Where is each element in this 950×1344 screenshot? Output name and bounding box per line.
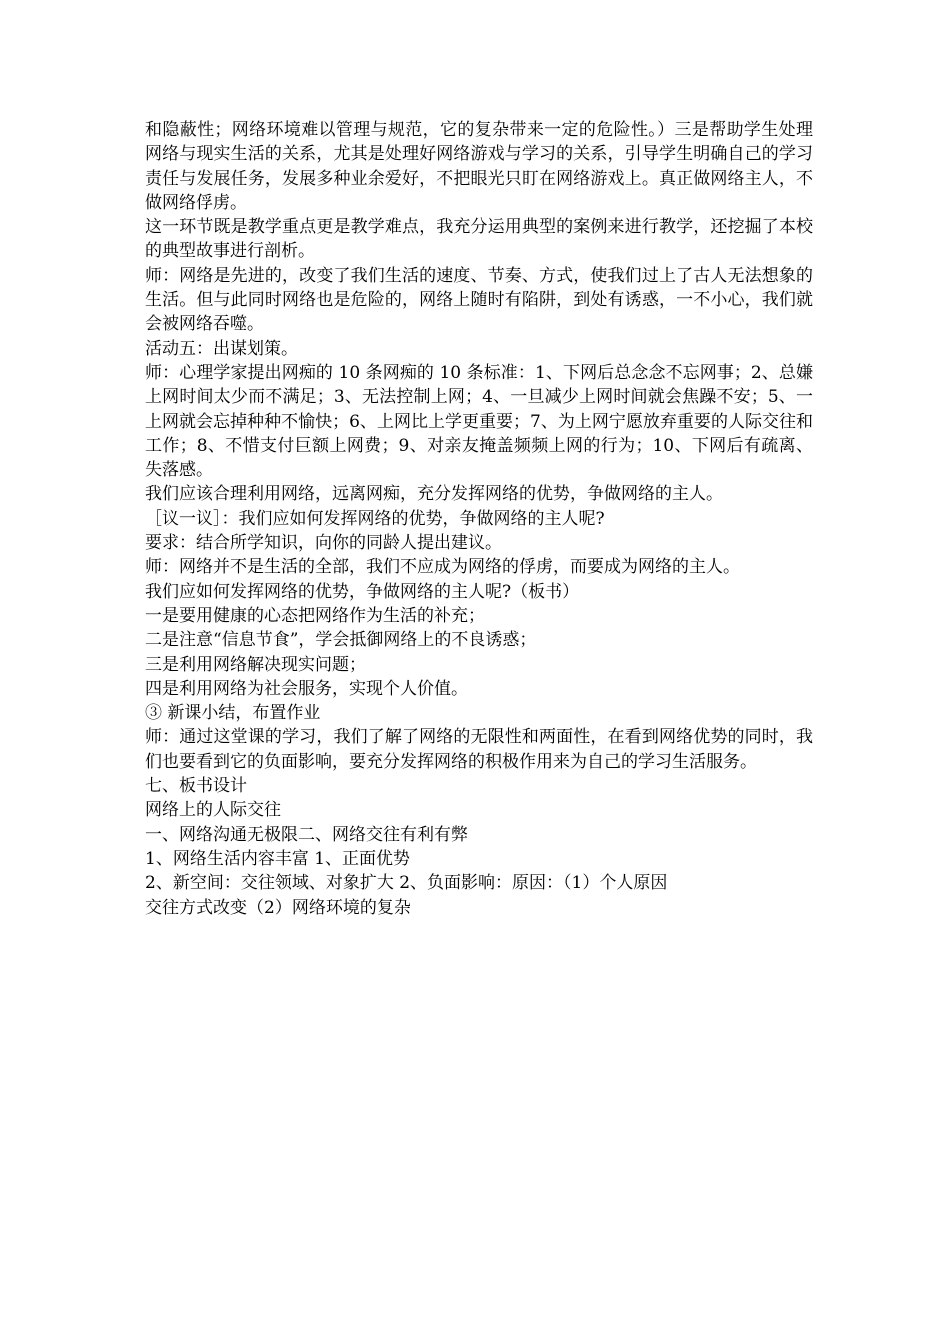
board-title: 网络上的人际交往 [145, 800, 281, 821]
paragraph: 我们应如何发挥网络的优势，争做网络的主人呢?（板书） [145, 581, 580, 602]
paragraph: ［议一议］：我们应如何发挥网络的优势，争做网络的主人呢? [145, 508, 605, 529]
paragraph: 我们应该合理利用网络，远离网痴，充分发挥网络的优势，争做网络的主人。 [145, 484, 723, 505]
section-heading: 七、板书设计 [145, 776, 247, 797]
section-heading: ③ 新课小结，布置作业 [145, 703, 321, 724]
document-body [145, 118, 813, 920]
board-line: 2、新空间：交往领域、对象扩大 2、负面影响：原因：（1）个人原因 [145, 873, 668, 894]
paragraph: 师：通过这堂课的学习，我们了解了网络的无限性和两面性，在看到网络优势的同时，我们也要看到它的负面影响，要充分发挥网络的积极作用来为自己的学习生活服务。 [145, 727, 813, 772]
paragraph: 师：网络并不是生活的全部，我们不应成为网络的俘虏，而要成为网络的主人。 [145, 557, 740, 578]
paragraph: 一是要用健康的心态把网络作为生活的补充； [145, 605, 485, 626]
paragraph: 二是注意“信息节食”，学会抵御网络上的不良诱惑； [145, 630, 537, 651]
board-line: 一、网络沟通无极限二、网络交往有利有弊 [145, 824, 468, 845]
paragraph: 三是利用网络解决现实问题； [145, 654, 366, 675]
paragraph: 要求：结合所学知识，向你的同龄人提出建议。 [145, 533, 502, 554]
paragraph: 这一环节既是教学重点更是教学难点，我充分运用典型的案例来进行教学，还挖掘了本校的典型故事进行剖析。 [145, 217, 813, 262]
paragraph: 师：心理学家提出网痴的 10 条网痴的 10 条标准：1、下网后总念念不忘网事；2、总嫌上网时间太少而不满足；3、无法控制上网；4、一旦减少上网时间就会焦躁不安；5、一上网就会忘掉种种不愉快；6、上网比上学更重要；7、为上网宁愿放弃重要的人际交往和工作；8、不惜支付巨额上网费；9、对亲友掩盖频频上网的行为；10、下网后有疏离、失落感。 [145, 362, 813, 481]
paragraph: 师：网络是先进的，改变了我们生活的速度、节奏、方式，使我们过上了古人无法想象的生活。但与此同时网络也是危险的，网络上随时有陷阱，到处有诱惑，一不小心，我们就会被网络吞噬。 [145, 265, 813, 335]
board-line: 交往方式改变（2）网络环境的复杂 [145, 897, 411, 918]
paragraph: 四是利用网络为社会服务，实现个人价值。 [145, 678, 468, 699]
board-line: 1、网络生活内容丰富 1、正面优势 [145, 848, 411, 869]
paragraph: 和隐蔽性；网络环境难以管理与规范，它的复杂带来一定的危险性。）三是帮助学生处理网络与现实生活的关系，尤其是处理好网络游戏与学习的关系，引导学生明确自己的学习责任与发展任务，发展多种业余爱好，不把眼光只盯在网络游戏上。真正做网络主人，不做网络俘虏。 [145, 120, 813, 213]
paragraph: 活动五：出谋划策。 [145, 338, 298, 359]
